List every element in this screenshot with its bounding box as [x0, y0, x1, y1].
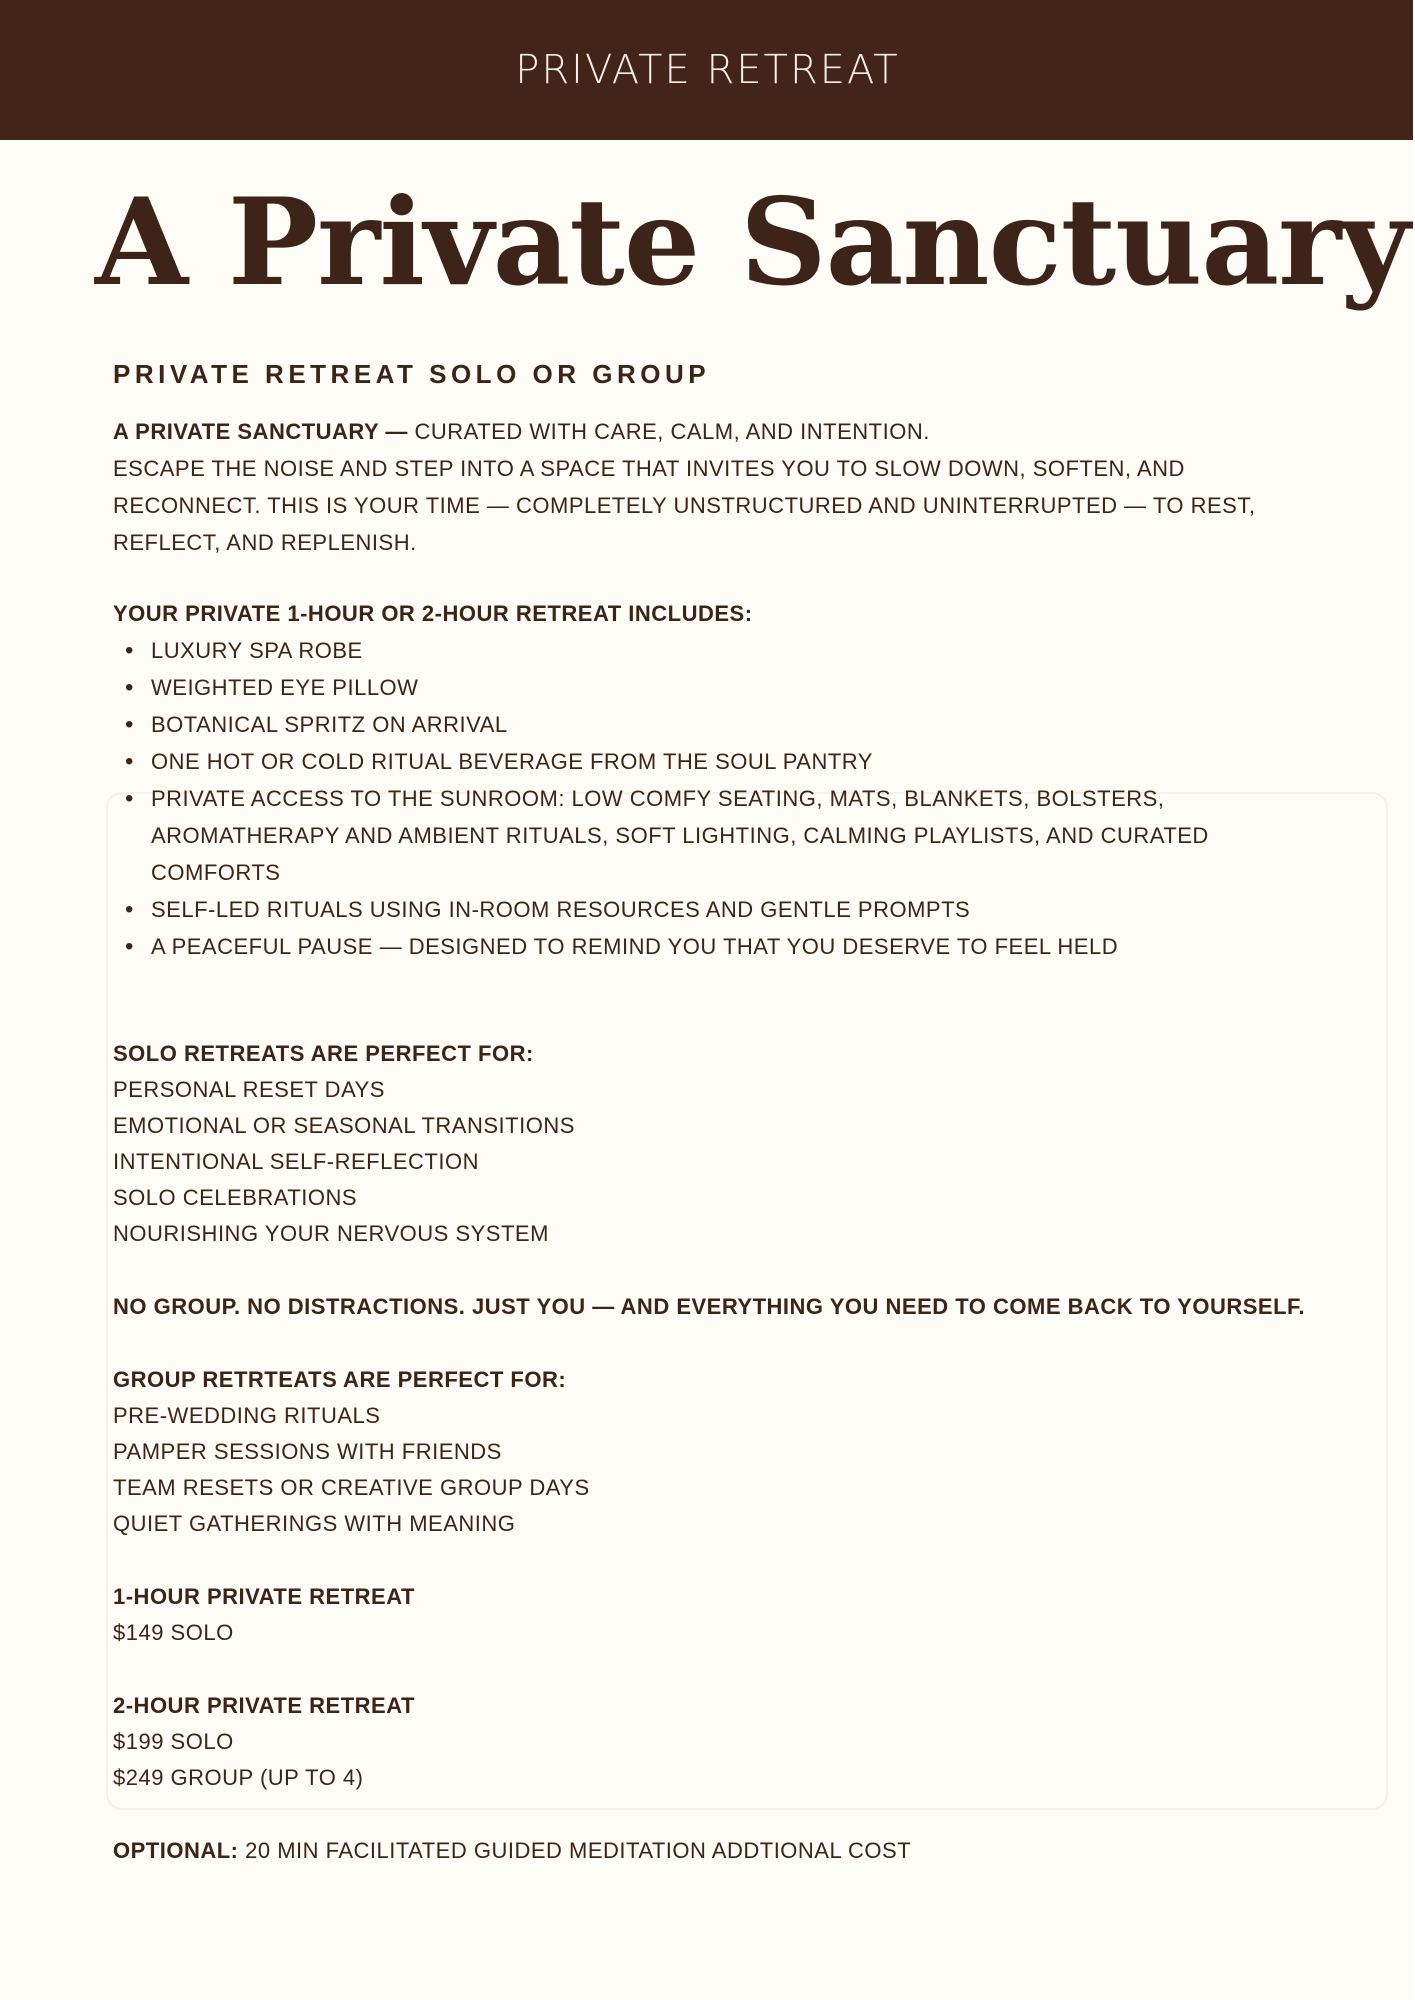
solo-item: INTENTIONAL SELF-REFLECTION	[113, 1149, 479, 1174]
includes-item: • PRIVATE ACCESS TO THE SUNROOM: LOW COMFY SEATING, MATS, BLANKETS, BOLSTERS, AROMATHERAPY AND AMBIENT RITUALS, SOFT LIGHTING, CALMING PLAYLISTS, AND CURATED COMFORTS	[113, 780, 1313, 891]
group-item: TEAM RESETS OR CREATIVE GROUP DAYS	[113, 1475, 590, 1500]
one-hour-title: 1-HOUR PRIVATE RETREAT	[113, 1584, 415, 1609]
includes-item: • A PEACEFUL PAUSE — DESIGNED TO REMIND YOU THAT YOU DESERVE TO FEEL HELD	[113, 928, 1313, 965]
header-bar	[0, 0, 1415, 140]
includes-item: • ONE HOT OR COLD RITUAL BEVERAGE FROM THE SOUL PANTRY	[113, 743, 1313, 780]
two-hour-prices	[113, 1724, 1313, 1796]
content-body	[113, 354, 1313, 1869]
price-line: $149 SOLO	[113, 1620, 234, 1645]
group-item: PRE-WEDDING RITUALS	[113, 1403, 381, 1428]
subtitle: PRIVATE RETREAT SOLO OR GROUP	[113, 359, 711, 389]
two-hour-title: 2-HOUR PRIVATE RETREAT	[113, 1693, 415, 1718]
includes-title: YOUR PRIVATE 1-HOUR OR 2-HOUR RETREAT INCLUDES:	[113, 601, 753, 626]
group-list	[113, 1398, 1313, 1542]
price-line: $249 GROUP (UP TO 4)	[113, 1765, 364, 1790]
includes-item: • BOTANICAL SPRITZ ON ARRIVAL	[113, 706, 1313, 743]
solo-item: SOLO CELEBRATIONS	[113, 1185, 358, 1210]
includes-list	[113, 632, 1313, 965]
group-title: GROUP RETRTEATS ARE PERFECT FOR:	[113, 1367, 567, 1392]
group-item: PAMPER SESSIONS WITH FRIENDS	[113, 1439, 502, 1464]
optional-text: 20 MIN FACILITATED GUIDED MEDITATION ADDTIONAL COST	[238, 1838, 912, 1863]
intro-lead	[113, 413, 1313, 450]
includes-item: • WEIGHTED EYE PILLOW	[113, 669, 1313, 706]
includes-item: • SELF-LED RITUALS USING IN-ROOM RESOURCES AND GENTLE PROMPTS	[113, 891, 1313, 928]
solo-title: SOLO RETREATS ARE PERFECT FOR:	[113, 1041, 534, 1066]
intro-lead-rest: CURATED WITH CARE, CALM, AND INTENTION.	[407, 419, 930, 444]
intro-body: ESCAPE THE NOISE AND STEP INTO A SPACE THAT INVITES YOU TO SLOW DOWN, SOFTEN, AND RECONNECT. THIS IS YOUR TIME — COMPLETELY UNSTRUCTURED AND UNINTERRUPTED — TO REST, REFLECT, AND REPLENISH.	[113, 456, 1256, 555]
header-title: PRIVATE RETREAT	[515, 47, 900, 93]
page-title: A Private Sanctuary	[95, 172, 1410, 313]
optional-label: OPTIONAL:	[113, 1838, 239, 1863]
solo-item: NOURISHING YOUR NERVOUS SYSTEM	[113, 1221, 549, 1246]
solo-item: EMOTIONAL OR SEASONAL TRANSITIONS	[113, 1113, 575, 1138]
group-item: QUIET GATHERINGS WITH MEANING	[113, 1511, 516, 1536]
solo-item: PERSONAL RESET DAYS	[113, 1077, 385, 1102]
solo-list	[113, 1072, 1313, 1252]
one-hour-prices	[113, 1615, 1313, 1651]
price-line: $199 SOLO	[113, 1729, 234, 1754]
optional-note	[113, 1832, 1313, 1869]
includes-item: • LUXURY SPA ROBE	[113, 632, 1313, 669]
tagline: NO GROUP. NO DISTRACTIONS. JUST YOU — AND EVERYTHING YOU NEED TO COME BACK TO YOURSELF.	[113, 1294, 1306, 1319]
intro-lead-bold: A PRIVATE SANCTUARY —	[113, 419, 408, 444]
